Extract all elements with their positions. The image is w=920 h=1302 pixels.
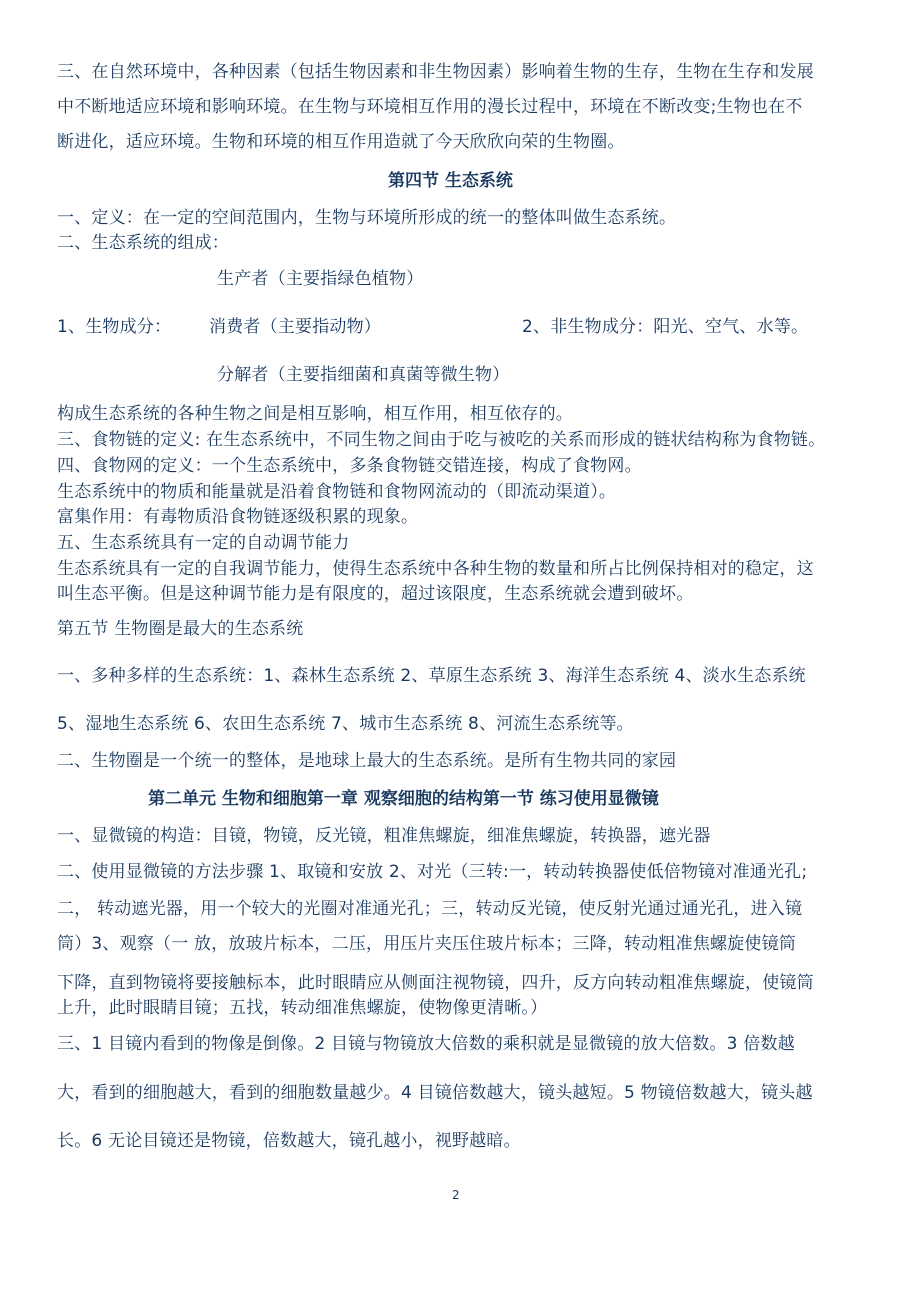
producer-item: 生产者（主要指绿色植物） <box>217 269 424 289</box>
abiotic-item: 2、非生物成分：阳光、空气、水等。 <box>522 317 809 337</box>
biotic-label: 1、生物成分： <box>57 317 172 337</box>
section5-line2: 5、湿地生态系统 6、农田生态系统 7、城市生态系统 8、河流生态系统等。 <box>57 714 634 734</box>
microscope-structure: 一、显微镜的构造：目镜，物镜，反光镜，粗准焦螺旋，细准焦螺旋，转换器，遮光器 <box>57 826 711 846</box>
section4-line: 生态系统中的物质和能量就是沿着食物链和食物网流动的（即流动渠道）。 <box>57 482 617 502</box>
consumer-item: 消费者（主要指动物） <box>209 317 381 337</box>
composition-line: 二、生态系统的组成： <box>57 233 229 253</box>
decomposer-item: 分解者（主要指细菌和真菌等微生物） <box>217 365 510 385</box>
notes-line: 三、1 目镜内看到的物像是倒像。2 目镜与物镜放大倍数的乘积就是显微镜的放大倍数。3 倍数越 <box>57 1034 795 1054</box>
definition-line: 一、定义：在一定的空间范围内，生物与环境所形成的统一的整体叫做生态系统。 <box>57 208 677 228</box>
unit2-title: 第二单元 生物和细胞第一章 观察细胞的结构第一节 练习使用显微镜 <box>148 789 659 809</box>
notes-line: 大，看到的细胞越大，看到的细胞数量越少。4 目镜倍数越大，镜头越短。5 物镜倍数越大，镜头越 <box>57 1083 813 1103</box>
section4-line: 生态系统具有一定的自我调节能力，使得生态系统中各种生物的数量和所占比例保持相对的稳定，这 <box>57 559 814 579</box>
para1-line1: 三、在自然环境中，各种因素（包括生物因素和非生物因素）影响着生物的生存，生物在生存和发展 <box>57 62 814 82</box>
steps-line: 二， 转动遮光器，用一个较大的光圈对准通光孔；三，转动反光镜，使反射光通过通光孔，进入镜 <box>57 899 803 919</box>
section4-line: 五、生态系统具有一定的自动调节能力 <box>57 533 350 553</box>
page-number: 2 <box>452 1188 460 1202</box>
steps-line: 筒）3、观察（一 放，放玻片标本，二压，用压片夹压住玻片标本；三降，转动粗准焦螺旋使镜筒 <box>57 934 797 954</box>
section5-line3: 二、生物圈是一个统一的整体，是地球上最大的生态系统。是所有生物共同的家园 <box>57 751 677 771</box>
section5-line1: 一、多种多样的生态系统：1、森林生态系统 2、草原生态系统 3、海洋生态系统 4、淡水生态系统 <box>57 666 806 686</box>
section4-line: 四、食物网的定义：一个生态系统中，多条食物链交错连接，构成了食物网。 <box>57 456 642 476</box>
section5-title: 第五节 生物圈是最大的生态系统 <box>57 619 304 639</box>
section4-line: 构成生态系统的各种生物之间是相互影响，相互作用，相互依存的。 <box>57 404 573 424</box>
steps-line: 下降，直到物镜将要接触标本，此时眼睛应从侧面注视物镜，四升，反方向转动粗准焦螺旋，使镜筒 <box>57 973 814 993</box>
notes-line: 长。6 无论目镜还是物镜，倍数越大，镜孔越小，视野越暗。 <box>57 1131 521 1151</box>
steps-line: 上升，此时眼睛目镜；五找，转动细准焦螺旋，使物像更清晰。） <box>57 998 548 1018</box>
section4-line: 富集作用：有毒物质沿食物链逐级积累的现象。 <box>57 507 419 527</box>
section4-line: 叫生态平衡。但是这种调节能力是有限度的，超过该限度，生态系统就会遭到破坏。 <box>57 584 694 604</box>
para1-line3: 断进化，适应环境。生物和环境的相互作用造就了今天欣欣向荣的生物圈。 <box>57 132 625 152</box>
para1-line2: 中不断地适应环境和影响环境。在生物与环境相互作用的漫长过程中，环境在不断改变;生物也在不 <box>57 97 803 117</box>
section4-title: 第四节 生态系统 <box>388 171 513 191</box>
steps-line: 二、使用显微镜的方法步骤 1、取镜和安放 2、对光（三转:一，转动转换器使低倍物镜对准通光孔; <box>57 862 808 882</box>
section4-line: 三、食物链的定义: 在生态系统中，不同生物之间由于吃与被吃的关系而形成的链状结构称为食物链。 <box>57 430 826 450</box>
